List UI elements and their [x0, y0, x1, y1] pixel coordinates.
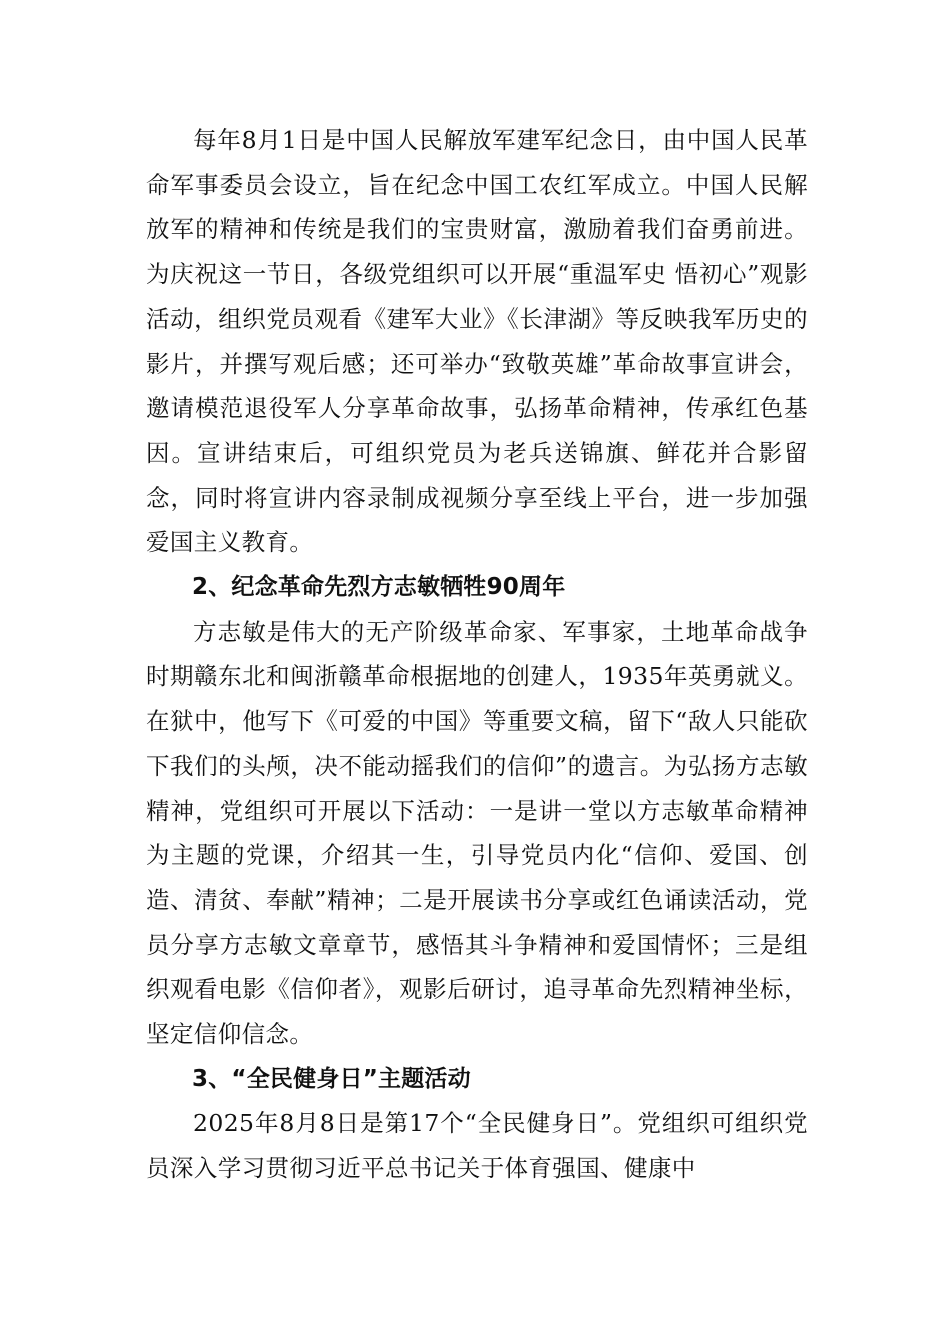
section-heading-fang-zhimin: 2、纪念革命先烈方志敏牺牲90周年 [192, 574, 566, 601]
document-body [146, 118, 808, 1191]
paragraph-army-day: 每年8月1日是中国人民解放军建军纪念日，由中国人民革命军事委员会设立，旨在纪念中国工农红军成立。中国人民解放军的精神和传统是我们的宝贵财富，激励着我们奋勇前进。为庆祝这一节日，各级党组织可以开展“重温军史 悟初心”观影活动，组织党员观看《建军大业》《长津湖》等反映我军历史的影片，并撰写观后感；还可举办“致敬英雄”革命故事宣讲会，邀请模范退役军人分享革命故事，弘扬革命精神，传承红色基因。宣讲结束后，可组织党员为老兵送锦旗、鲜花并合影留念，同时将宣讲内容录制成视频分享至线上平台，进一步加强爱国主义教育。 [146, 126, 808, 557]
section-heading-fitness-day: 3、“全民健身日”主题活动 [192, 1065, 471, 1092]
paragraph-fang-zhimin: 方志敏是伟大的无产阶级革命家、军事家，土地革命战争时期赣东北和闽浙赣革命根据地的创建人，1935年英勇就义。在狱中，他写下《可爱的中国》等重要文稿，留下“敌人只能砍下我们的头颅，决不能动摇我们的信仰”的遗言。为弘扬方志敏精神，党组织可开展以下活动：一是讲一堂以方志敏革命精神为主题的党课，介绍其一生，引导党员内化“信仰、爱国、创造、清贫、奉献”精神；二是开展读书分享或红色诵读活动，党员分享方志敏文章章节，感悟其斗争精神和爱国情怀；三是组织观看电影《信仰者》，观影后研讨，追寻革命先烈精神坐标，坚定信仰信念。 [146, 617, 808, 1049]
paragraph-fitness-day: 2025年8月8日是第17个“全民健身日”。党组织可组织党员深入学习贯彻习近平总书记关于体育强国、健康中 [146, 1109, 808, 1183]
